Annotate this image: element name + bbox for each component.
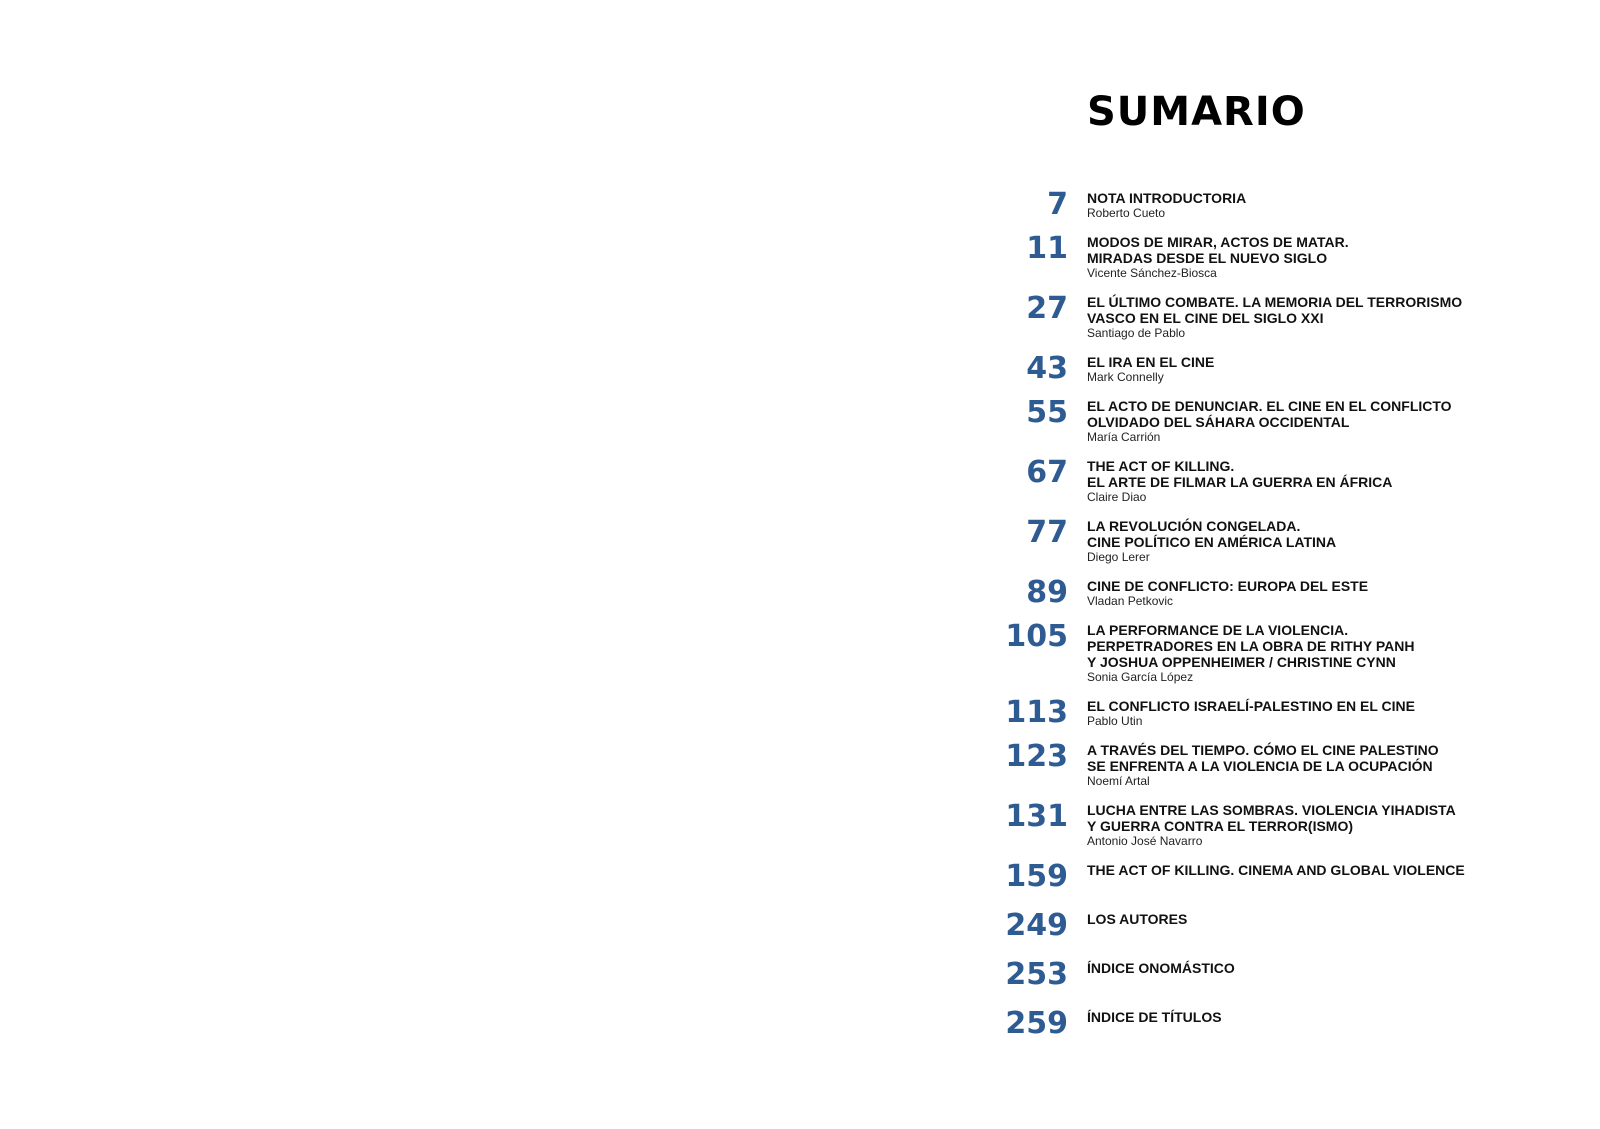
toc-entry-title: EL ÚLTIMO COMBATE. LA MEMORIA DEL TERRORISMO VASCO EN EL CINE DEL SIGLO XXI — [1087, 294, 1463, 326]
toc-entry-author: Vladan Petkovic — [1087, 594, 1174, 608]
toc-page-number: 43 — [1026, 351, 1068, 386]
toc-entry-text — [1087, 698, 1590, 728]
toc-entry-author: Diego Lerer — [1087, 550, 1150, 564]
toc-entry-text — [1087, 742, 1590, 788]
toc-entry — [990, 739, 1590, 788]
toc-entry-title: LA REVOLUCIÓN CONGELADA. CINE POLÍTICO EN AMÉRICA LATINA — [1087, 518, 1337, 550]
toc-page-number: 77 — [1026, 515, 1068, 550]
toc-entry-text — [1087, 622, 1590, 684]
toc-entry — [990, 575, 1590, 610]
toc-entry — [990, 859, 1590, 894]
toc-entry-text — [1087, 911, 1590, 927]
toc-entry-author: Claire Diao — [1087, 490, 1147, 504]
toc-entry-title: THE ACT OF KILLING. CINEMA AND GLOBAL VIOLENCE — [1087, 862, 1465, 878]
toc-entry — [990, 515, 1590, 564]
toc-entry-text — [1087, 190, 1590, 220]
toc-page-number: 131 — [1005, 799, 1068, 834]
toc-entry-title: LA PERFORMANCE DE LA VIOLENCIA. PERPETRADORES EN LA OBRA DE RITHY PANH Y JOSHUA OPPENHEIMER / CHRISTINE CYNN — [1087, 622, 1415, 670]
toc-page-number: 89 — [1026, 575, 1068, 610]
toc-entry-title: LUCHA ENTRE LAS SOMBRAS. VIOLENCIA YIHADISTA Y GUERRA CONTRA EL TERROR(ISMO) — [1087, 802, 1456, 834]
page-title: SUMARIO — [1087, 89, 1306, 135]
toc-page-number: 105 — [1005, 619, 1068, 654]
toc-entry-text — [1087, 862, 1590, 878]
toc-entry-title: EL IRA EN EL CINE — [1087, 354, 1215, 370]
toc-entry-author: María Carrión — [1087, 430, 1161, 444]
toc-entry-author: Roberto Cueto — [1087, 206, 1166, 220]
toc-entry-text — [1087, 578, 1590, 608]
toc-entry — [990, 908, 1590, 943]
toc-entry-text — [1087, 294, 1590, 340]
toc-entry — [990, 619, 1590, 684]
toc-entry-title: LOS AUTORES — [1087, 911, 1188, 927]
toc-entry-author: Antonio José Navarro — [1087, 834, 1203, 848]
toc-entry-title: EL CONFLICTO ISRAELÍ-PALESTINO EN EL CINE — [1087, 698, 1415, 714]
toc-entry-title: NOTA INTRODUCTORIA — [1087, 190, 1247, 206]
toc-page-number: 67 — [1026, 455, 1068, 490]
toc-entry — [990, 187, 1590, 222]
toc-entry-title: MODOS DE MIRAR, ACTOS DE MATAR. MIRADAS DESDE EL NUEVO SIGLO — [1087, 234, 1349, 266]
toc-entry-text — [1087, 354, 1590, 384]
toc-entry — [990, 799, 1590, 848]
toc-page-number: 27 — [1026, 291, 1068, 326]
toc-page-number: 159 — [1005, 859, 1068, 894]
toc-entry-text — [1087, 398, 1590, 444]
toc-page-number: 113 — [1005, 695, 1068, 730]
toc-entry-text — [1087, 518, 1590, 564]
toc-entry-author: Pablo Utin — [1087, 714, 1143, 728]
toc-entry — [990, 395, 1590, 444]
toc-page-number: 123 — [1005, 739, 1068, 774]
toc-entry — [990, 957, 1590, 992]
toc-entry-title: ÍNDICE DE TÍTULOS — [1087, 1009, 1222, 1025]
toc-entry-author: Noemí Artal — [1087, 774, 1150, 788]
toc-entry-text — [1087, 234, 1590, 280]
toc-entry — [990, 351, 1590, 386]
toc-page-number: 259 — [1005, 1006, 1068, 1041]
toc-entry-text — [1087, 458, 1590, 504]
toc-entry — [990, 1006, 1590, 1041]
toc-entry-author: Mark Connelly — [1087, 370, 1164, 384]
toc-entry-author: Vicente Sánchez-Biosca — [1087, 266, 1217, 280]
toc-entry-title: CINE DE CONFLICTO: EUROPA DEL ESTE — [1087, 578, 1369, 594]
toc-entry — [990, 291, 1590, 340]
toc-page-number: 249 — [1005, 908, 1068, 943]
toc-entry-title: EL ACTO DE DENUNCIAR. EL CINE EN EL CONFLICTO OLVIDADO DEL SÁHARA OCCIDENTAL — [1087, 398, 1452, 430]
toc-entry-author: Sonia García López — [1087, 670, 1194, 684]
toc-page-number: 7 — [1047, 187, 1068, 222]
table-of-contents — [990, 187, 1590, 1058]
toc-entry-title: THE ACT OF KILLING. EL ARTE DE FILMAR LA GUERRA EN ÁFRICA — [1087, 458, 1393, 490]
toc-entry-text — [1087, 802, 1590, 848]
toc-entry-text — [1087, 1009, 1590, 1025]
toc-entry-text — [1087, 960, 1590, 976]
toc-entry-author: Santiago de Pablo — [1087, 326, 1186, 340]
toc-entry — [990, 455, 1590, 504]
toc-entry-title: ÍNDICE ONOMÁSTICO — [1087, 960, 1235, 976]
toc-entry — [990, 695, 1590, 730]
toc-page-number: 253 — [1005, 957, 1068, 992]
toc-page-number: 55 — [1026, 395, 1068, 430]
toc-entry-title: A TRAVÉS DEL TIEMPO. CÓMO EL CINE PALESTINO SE ENFRENTA A LA VIOLENCIA DE LA OCUPACIÓN — [1087, 742, 1439, 774]
toc-entry — [990, 231, 1590, 280]
toc-page-number: 11 — [1026, 231, 1068, 266]
